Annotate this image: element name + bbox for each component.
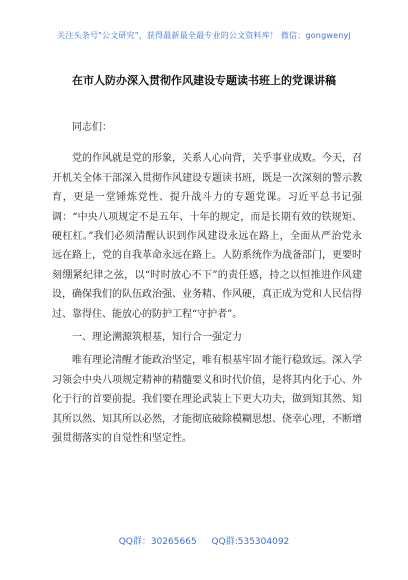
footer-qq-group-2: QQ群:535304092	[211, 537, 290, 547]
salutation: 同志们：	[72, 122, 112, 133]
section-1-heading: 一、理论溯源筑根基，知行合一强定力	[72, 332, 242, 344]
footer-qq-group-1: QQ群：30265665	[118, 537, 197, 547]
paragraph-1: 党的作风就是党的形象，关系人心向背，关乎事业成败。今天，召开机关全体干部深入贯彻作风建设专题读书班，既是一次深刻的警示教育，更是一堂锤炼党性、提升战斗力的专题党课。习近平总书记强调：“中央八项规定不是五年、十年的规定，而是长期有效的铁规矩、硬杠杠。”我们必须清醒认识到作风建设永远在路上，全面从严治党永远在路上，党的自我革命永远在路上。人防系统作为战备部门，更要时刻绷紧纪律之弦，以“时时放心不下”的责任感，持之以恒推进作风建设，确保我们的队伍政治强、业务精、作风硬，真正成为党和人民信得过、靠得住、能放心的防护工程“守护者”。	[52, 153, 362, 320]
document-body	[52, 118, 362, 449]
paragraph-2: 唯有理论清醒才能政治坚定，唯有根基牢固才能行稳致远。深入学习领会中央八项规定精神的精髓要义和时代价值，是将其内化于心、外化于行的首要前提。我们要在理论武装上下更大功夫，做到知其然、知其所以然、知其所以必然，才能彻底破除模糊思想、侥幸心理，不断增强贯彻落实的自觉性和坚定性。	[52, 355, 362, 445]
header-note: 关注头条号"公文研究"，获得最新最全最专业的公文资料库！ 微信：gongwenyj	[57, 31, 351, 40]
footer	[0, 534, 408, 547]
document-title: 在市人防办深入贯彻作风建设专题读书班上的党课讲稿	[72, 74, 336, 87]
